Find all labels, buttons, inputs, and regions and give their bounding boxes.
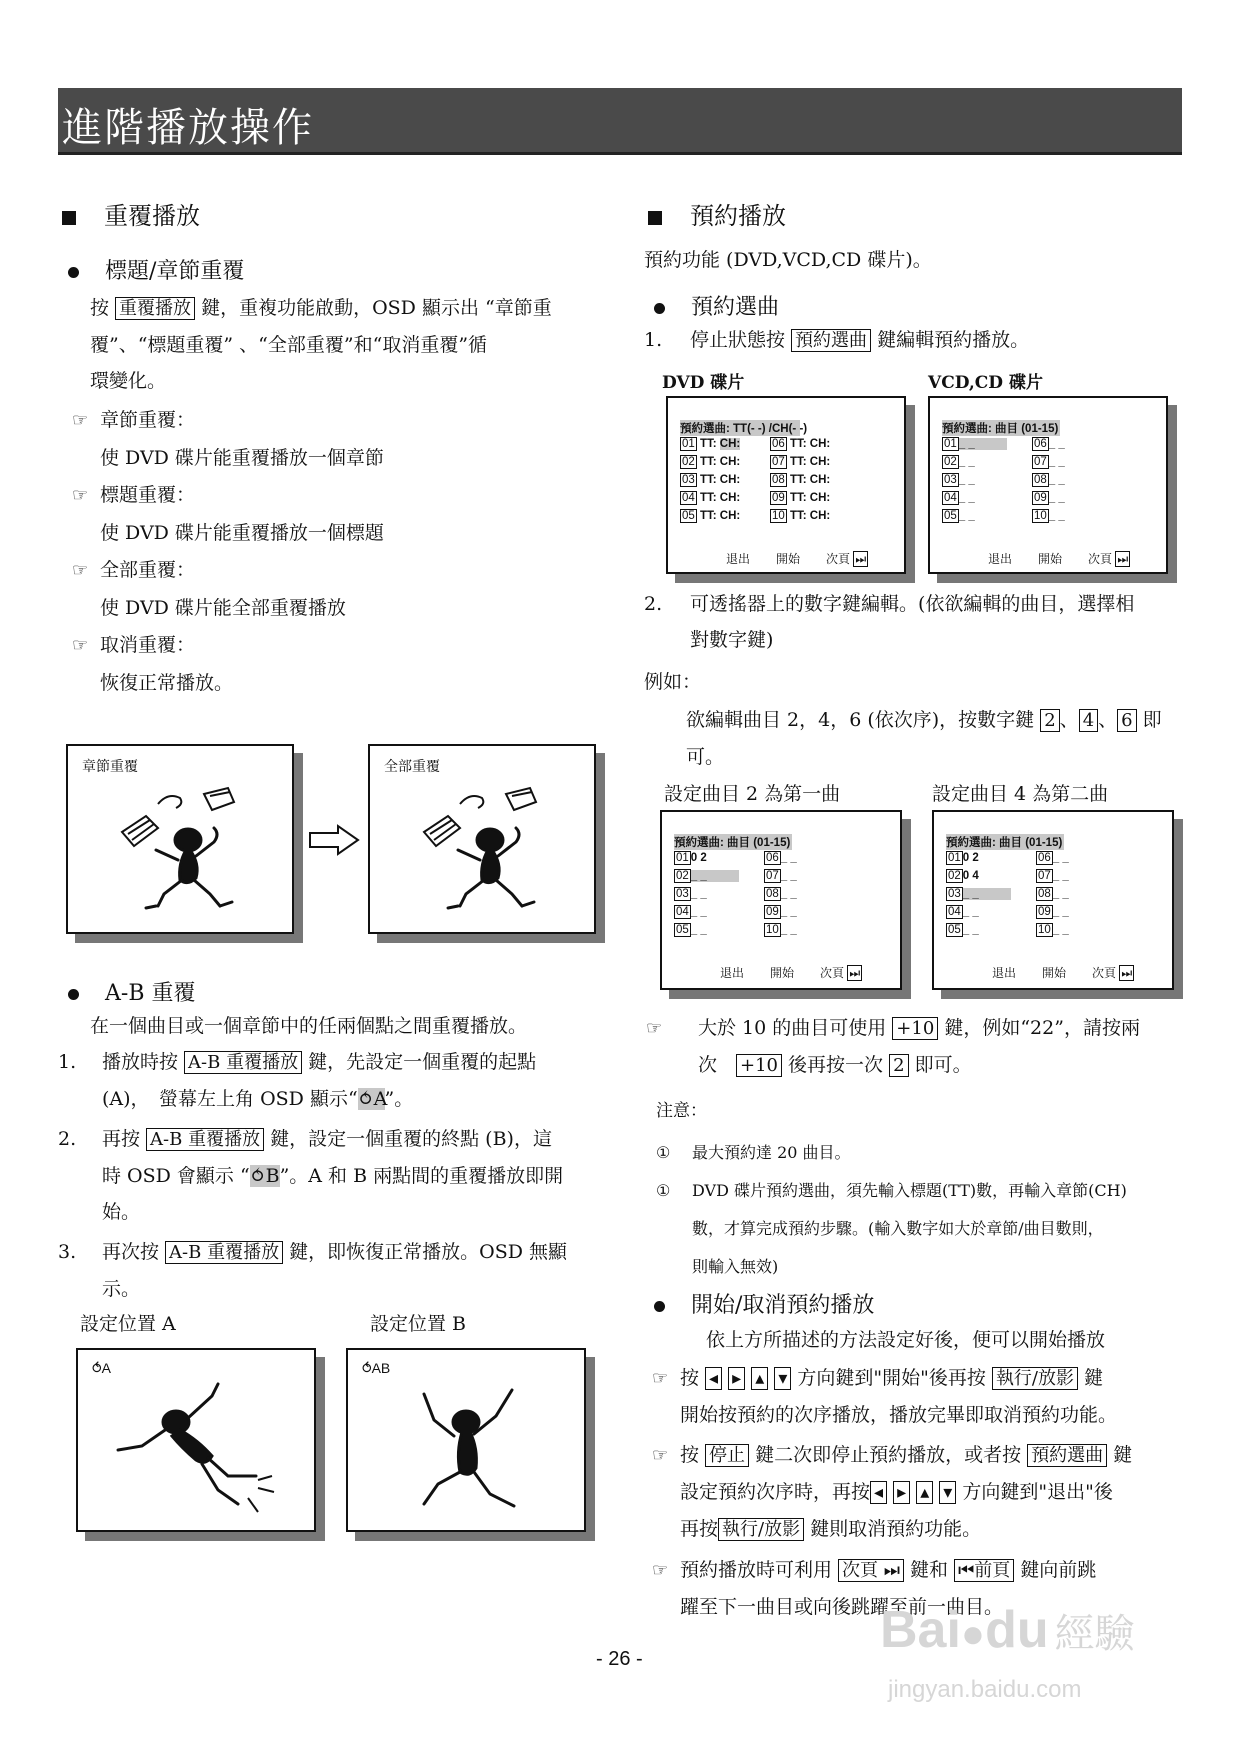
pointing-hand-icon: ☞: [646, 1018, 663, 1039]
osd-row: [764, 870, 801, 882]
osd-row: [942, 438, 1007, 450]
osd-track-value: _ _: [1052, 870, 1069, 882]
osd-row: [942, 510, 979, 522]
osd-ch-label: CH:: [719, 510, 741, 522]
osd-row-number: 04: [944, 492, 957, 504]
osd-row-number: 04: [948, 906, 961, 918]
osd-track-value: _ _: [958, 510, 975, 522]
example-label: 例如：: [644, 671, 702, 693]
osd-track-value: _ _: [690, 906, 707, 918]
osd-row: [770, 474, 830, 486]
osd-header: 預約選曲: 曲目 (01-15): [946, 834, 1064, 850]
osd-row-number: 10: [772, 510, 785, 522]
dvd-caption: DVD 碟片: [662, 373, 745, 393]
pointing-hand-icon: ☞: [652, 1368, 669, 1389]
osd-track-value: 0 2: [962, 852, 979, 864]
osd-tt-label: TT:: [696, 474, 720, 486]
example-text: 欲編輯曲目 2，4，6 (依次序)，按數字鍵 2 、 4 、 6 即 可。: [686, 709, 1162, 768]
plus10-key: +10: [892, 1017, 938, 1040]
osd-row: [1032, 456, 1069, 468]
square-bullet-icon: [648, 211, 662, 225]
left-arrow-key: ◂: [705, 1367, 722, 1390]
osd-track-value: _ _: [959, 438, 1007, 450]
down-arrow-key: ▾: [774, 1367, 791, 1390]
osd-row-number: 02: [682, 456, 695, 468]
osd-row-number: 08: [1038, 888, 1051, 900]
osd-row: [1032, 510, 1069, 522]
dancing-figure-icon: [418, 782, 548, 922]
osd-header: 預約選曲: 曲目 (01-15): [942, 420, 1060, 436]
osd-row: [1036, 906, 1073, 918]
osd-ch-label: CH:: [719, 438, 741, 450]
osd-chapter-repeat-label: 章節重覆: [82, 758, 138, 774]
program-select-key: 預約選曲: [1027, 1444, 1107, 1467]
osd-track-value: _ _: [1048, 492, 1065, 504]
osd-row: [674, 852, 711, 864]
pointing-hand-icon: ☞: [652, 1560, 669, 1581]
section-heading-program: 預約播放: [648, 196, 786, 231]
repeat-mode-list: ☞ 章節重覆： 使 DVD 碟片能重覆播放一個章節 ☞ 標題重覆： 使 DVD 碟片能重覆播放一個標題 ☞ 全部重覆： 使 DVD 碟片能全部重覆播放 ☞ 取消重覆： 恢復正常播放。: [72, 402, 384, 701]
osd-row: [674, 870, 739, 882]
osd-track-value: 0 2: [690, 852, 707, 864]
osd-row: [674, 888, 711, 900]
osd-row: [680, 492, 740, 504]
caption-track4: 設定曲目 4 為第二曲: [932, 783, 1109, 805]
osd-track-value: _ _: [780, 888, 797, 900]
pointing-hand-icon: ☞: [72, 410, 89, 431]
osd-track-value: _ _: [963, 888, 1011, 900]
subheading-ab-repeat: A-B 重覆: [68, 976, 195, 1007]
osd-row: [674, 924, 711, 936]
osd-tt-label: TT:: [786, 510, 810, 522]
next-page-icon: ⏭: [1121, 966, 1133, 980]
next-page-icon: ⏭: [849, 966, 861, 980]
osd-track-value: _ _: [958, 474, 975, 486]
osd-a-label: ⥀A: [92, 1360, 111, 1376]
start-cancel-intro: 依上方所描述的方法設定好後，便可以開始播放: [706, 1329, 1106, 1351]
next-page-icon: ⏭: [1117, 552, 1129, 566]
osd-track-value: _ _: [962, 906, 979, 918]
osd-track-value: 0 4: [962, 870, 979, 882]
osd-row: [946, 924, 983, 936]
osd-row: [942, 474, 979, 486]
osd-row-number: 08: [766, 888, 779, 900]
osd-exit-label: 退出: [988, 552, 1013, 566]
osd-ch-label: CH:: [719, 456, 741, 468]
osd-track-value: _ _: [780, 906, 797, 918]
osd-row: [946, 888, 1011, 900]
osd-ch-label: CH:: [809, 492, 831, 504]
osd-track-value: _ _: [962, 924, 979, 936]
ab-repeat-key: A-B 重覆播放: [165, 1241, 283, 1264]
osd-tt-label: TT:: [696, 438, 720, 450]
arrow-right-icon: [308, 824, 360, 856]
osd-row: [1036, 852, 1073, 864]
pointing-hand-icon: ☞: [72, 560, 89, 581]
notes: ① 最大預約達 20 曲目。 ① DVD 碟片預約選曲，須先輸入標題(TT)數，再輸入章節(CH) 數，才算完成預約步驟。(輸入數字如大於章節/曲目數則， 則輸入無效): [656, 1143, 1127, 1276]
chapter-repeat-illustration: [66, 744, 294, 934]
subheading-title-chapter-repeat: 標題/章節重覆: [68, 254, 244, 285]
watermark-url: jingyan.baidu.com: [888, 1676, 1082, 1703]
osd-footer: [988, 550, 1130, 567]
osd-row-number: 05: [944, 510, 957, 522]
osd-row: [680, 474, 740, 486]
osd-row: [942, 456, 979, 468]
osd-track-value: _ _: [780, 870, 797, 882]
osd-next-label: 次頁: [826, 552, 854, 566]
dancing-figure-icon: [116, 782, 246, 922]
osd-row-number: 01: [676, 852, 689, 864]
subheading-start-cancel: 開始/取消預約播放: [654, 1288, 874, 1319]
program-step-2: 2. 可透搖器上的數字鍵編輯。(依欲編輯的曲目，選擇相 對數字鍵): [644, 593, 1135, 651]
osd-ch-label: CH:: [809, 510, 831, 522]
bullet-icon: [68, 989, 79, 1000]
osd-all-repeat-label: 全部重覆: [384, 758, 440, 774]
osd-header: 預約選曲: TT(- -) /CH(- -): [680, 420, 800, 436]
osd-header: 預約選曲: 曲目 (01-15): [674, 834, 792, 850]
osd-footer: [992, 964, 1134, 981]
osd-track4-program: [932, 810, 1174, 990]
osd-track-value: _ _: [958, 492, 975, 504]
osd-tt-label: TT:: [696, 510, 720, 522]
osd-row: [680, 510, 740, 522]
up-arrow-key: ▴: [916, 1481, 933, 1504]
osd-row-number: 01: [948, 852, 961, 864]
program-select-key: 預約選曲: [791, 329, 871, 352]
osd-tt-label: TT:: [696, 492, 720, 504]
program-step-1: 1. 停止狀態按 預約選曲 鍵編輯預約播放。: [644, 329, 1030, 351]
osd-row: [946, 852, 983, 864]
caption-position-a: 設定位置 A: [80, 1313, 176, 1335]
osd-row-number: 02: [676, 870, 689, 882]
osd-ab-label: ⥀AB: [362, 1360, 391, 1376]
osd-row: [1036, 888, 1073, 900]
osd-exit-label: 退出: [720, 966, 745, 980]
baidu-watermark: Bai●du 經驗: [880, 1601, 1135, 1659]
osd-row-number: 06: [1034, 438, 1047, 450]
osd-row-number: 05: [676, 924, 689, 936]
left-arrow-key: ◂: [870, 1481, 887, 1504]
osd-row: [770, 438, 830, 450]
osd-track-value: _ _: [691, 870, 739, 882]
program-description: 預約功能 (DVD,VCD,CD 碟片)。: [644, 249, 932, 271]
subheading-program-select: 預約選曲: [654, 290, 779, 321]
osd-row: [674, 906, 711, 918]
osd-next-label: 次頁: [820, 966, 848, 980]
osd-next-label: 次頁: [1088, 552, 1116, 566]
osd-row: [1032, 438, 1069, 450]
osd-row-number: 01: [944, 438, 957, 450]
osd-ch-label: CH:: [809, 456, 831, 468]
osd-ch-label: CH:: [809, 438, 831, 450]
caption-position-b: 設定位置 B: [370, 1313, 467, 1335]
osd-row: [946, 906, 983, 918]
section-heading-repeat: 重覆播放: [62, 196, 200, 231]
note-label: 注意：: [656, 1101, 707, 1121]
prev-key: ⏮前頁: [954, 1559, 1014, 1582]
osd-row-number: 05: [948, 924, 961, 936]
position-a-illustration: [76, 1348, 316, 1532]
falling-figure-icon: [108, 1380, 288, 1520]
osd-row: [764, 906, 801, 918]
osd-row: [1032, 474, 1069, 486]
ab-repeat-key: A-B 重覆播放: [184, 1051, 302, 1074]
osd-row-number: 03: [682, 474, 695, 486]
osd-row: [770, 492, 830, 504]
osd-row-number: 05: [682, 510, 695, 522]
osd-track-value: _ _: [690, 924, 707, 936]
osd-row-number: 06: [766, 852, 779, 864]
bullet-icon: [654, 1301, 665, 1312]
osd-ch-label: CH:: [809, 474, 831, 486]
osd-track-value: _ _: [690, 888, 707, 900]
osd-track-value: _ _: [1052, 852, 1069, 864]
osd-vcd-program: [928, 396, 1168, 574]
vcd-caption: VCD,CD 碟片: [928, 373, 1043, 393]
right-arrow-key: ▸: [728, 1367, 745, 1390]
osd-track-value: _ _: [1052, 888, 1069, 900]
bullet-icon: [654, 303, 665, 314]
stop-key: 停止: [705, 1444, 749, 1467]
osd-track-value: _ _: [780, 852, 797, 864]
osd-track-value: _ _: [1048, 474, 1065, 486]
osd-row: [770, 456, 830, 468]
osd-row: [680, 456, 740, 468]
up-arrow-key: ▴: [751, 1367, 768, 1390]
osd-row-number: 02: [948, 870, 961, 882]
osd-row: [770, 510, 830, 522]
plus10-key: +10: [736, 1054, 782, 1077]
page-title: 進階播放操作: [62, 105, 314, 151]
osd-row-number: 06: [1038, 852, 1051, 864]
osd-start-label: 開始: [770, 966, 795, 980]
pointing-hand-icon: ☞: [72, 485, 89, 506]
osd-track-value: _ _: [1048, 438, 1065, 450]
osd-row-number: 07: [1038, 870, 1051, 882]
osd-row-number: 07: [1034, 456, 1047, 468]
osd-row: [1036, 924, 1073, 936]
osd-row-number: 08: [772, 474, 785, 486]
osd-row-number: 10: [1038, 924, 1051, 936]
page-number: - 26 -: [596, 1648, 643, 1670]
osd-exit-label: 退出: [992, 966, 1017, 980]
osd-footer: [720, 964, 862, 981]
osd-start-label: 開始: [1042, 966, 1067, 980]
osd-start-label: 開始: [1038, 552, 1063, 566]
osd-row-number: 10: [1034, 510, 1047, 522]
osd-row-number: 10: [766, 924, 779, 936]
osd-track-value: _ _: [1052, 924, 1069, 936]
osd-row-number: 07: [766, 870, 779, 882]
start-cancel-steps: ☞ 按 ◂ ▸ ▴ ▾ 方向鍵到"開始"後再按 執行/放影 鍵 開始按預約的次序播放，播放完畢即取消預約功能。 ☞ 按 停止 鍵二次即停止預約播放，或者按 預約選曲 鍵 設定預約次序時，再按 ◂ ▸ ▴ ▾ 方向鍵到"退出"後 再按 執行/放影 鍵則取消預約功能。 ☞ 預約播放時可利用 次頁 ⏭ 鍵和 ⏮前頁 鍵向前跳 躍至下一曲目或向後跳躍至前一曲目。: [652, 1360, 1192, 1625]
all-repeat-illustration: [368, 744, 596, 934]
osd-next-label: 次頁: [1092, 966, 1120, 980]
osd-row: [942, 492, 979, 504]
jumping-figure-icon: [388, 1374, 548, 1524]
osd-tt-label: TT:: [786, 492, 810, 504]
position-b-illustration: [346, 1348, 586, 1532]
osd-row-number: 09: [766, 906, 779, 918]
osd-track2-program: [660, 810, 902, 990]
repeat-key: 重覆播放: [115, 297, 195, 320]
osd-dvd-program: [666, 396, 906, 574]
osd-row: [946, 870, 983, 882]
down-arrow-key: ▾: [939, 1481, 956, 1504]
play-key: 執行/放影: [992, 1367, 1078, 1390]
osd-tt-label: TT:: [786, 438, 810, 450]
osd-row-number: 09: [1038, 906, 1051, 918]
osd-exit-label: 退出: [726, 552, 751, 566]
bullet-icon: [68, 267, 79, 278]
paw-icon: ●: [960, 1612, 986, 1656]
repeat-description: 按 重覆播放 鍵，重複功能啟動，OSD 顯示出 “章節重 覆”、“標題重覆” 、“全部重覆”和“取消重覆”循 環變化。: [90, 297, 552, 392]
osd-row: [764, 888, 801, 900]
osd-row: [1036, 870, 1073, 882]
ab-intro: 在一個曲目或一個章節中的任兩個點之間重覆播放。: [90, 1015, 528, 1037]
osd-row-number: 08: [1034, 474, 1047, 486]
osd-ch-label: CH:: [719, 492, 741, 504]
osd-row-number: 03: [676, 888, 689, 900]
osd-tt-label: TT:: [696, 456, 720, 468]
osd-row: [764, 852, 801, 864]
square-bullet-icon: [62, 211, 76, 225]
osd-start-label: 開始: [776, 552, 801, 566]
page-header-banner: [58, 88, 1182, 155]
ab-repeat-key: A-B 重覆播放: [146, 1128, 264, 1151]
osd-row: [1032, 492, 1069, 504]
osd-track-value: _ _: [958, 456, 975, 468]
osd-track-value: _ _: [1052, 906, 1069, 918]
play-key: 執行/放影: [718, 1518, 804, 1541]
osd-footer: [726, 550, 868, 567]
osd-row-number: 04: [682, 492, 695, 504]
osd-row-number: 04: [676, 906, 689, 918]
pointing-hand-icon: ☞: [72, 635, 89, 656]
osd-row-number: 07: [772, 456, 785, 468]
osd-row-number: 03: [944, 474, 957, 486]
osd-row-number: 09: [772, 492, 785, 504]
osd-tt-label: TT:: [786, 456, 810, 468]
osd-track-value: _ _: [780, 924, 797, 936]
osd-row-number: 02: [944, 456, 957, 468]
plus10-tip: ☞ 大於 10 的曲目可使用 +10 鍵，例如“22”，請按兩 次 +10 後再按一次 2 即可。: [646, 1010, 1186, 1084]
osd-row-number: 09: [1034, 492, 1047, 504]
osd-row-number: 03: [948, 888, 961, 900]
pointing-hand-icon: ☞: [652, 1445, 669, 1466]
osd-row-number: 01: [682, 438, 695, 450]
osd-ch-label: CH:: [719, 474, 741, 486]
osd-track-value: _ _: [1048, 510, 1065, 522]
osd-row: [764, 924, 801, 936]
next-page-icon: ⏭: [855, 552, 867, 566]
next-key: 次頁 ⏭: [838, 1559, 904, 1582]
osd-tt-label: TT:: [786, 474, 810, 486]
caption-track2: 設定曲目 2 為第一曲: [664, 783, 841, 805]
ab-steps: 1. 播放時按 A-B 重覆播放 鍵，先設定一個重覆的起點 (A)， 螢幕左上角 OSD 顯示“⥀A”。 2. 再按 A-B 重覆播放 鍵，設定一個重覆的終點 (B)，這 時 OSD 會顯示 “⥀B”。A 和 B 兩點間的重覆播放即開 始。 3. 再次按 A-B 重覆播放 鍵，即恢復正常播放。OSD 無顯 示。: [58, 1051, 567, 1300]
osd-row-number: 06: [772, 438, 785, 450]
osd-track-value: _ _: [1048, 456, 1065, 468]
right-arrow-key: ▸: [893, 1481, 910, 1504]
osd-row: [680, 438, 740, 450]
